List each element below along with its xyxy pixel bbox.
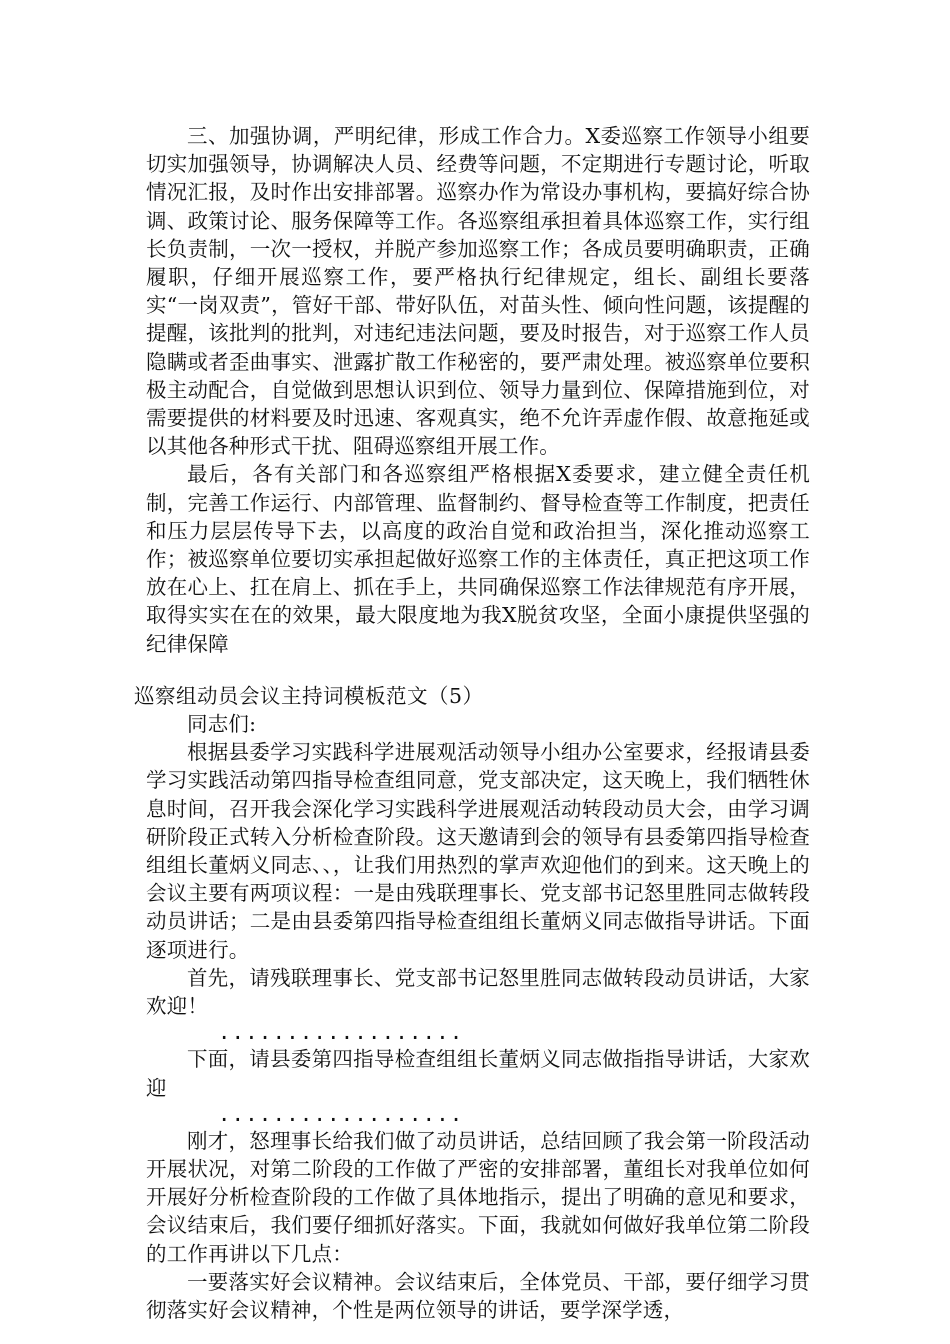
ellipsis-divider: .................. <box>218 1101 464 1126</box>
greeting: 同志们: <box>187 712 257 737</box>
document-page <box>134 122 810 1324</box>
ellipsis-divider: .................. <box>218 1020 464 1045</box>
paragraph-summary: 刚才，怒理事长给我们做了动员讲话，总结回顾了我会第一阶段活动开展状况，对第二阶段的工作做了严密的安排部署，董组长对我单位如何开展好分析检查阶段的工作做了具体地指示，提出了明确的意见和要求，会议结束后，我们要仔细抓好落实。下面，我就如何做好我单位第二阶段的工作再讲以下几点： <box>146 1128 810 1266</box>
paragraph-conclusion: 最后，各有关部门和各巡察组严格根据X委要求，建立健全责任机制，完善工作运行、内部管理、监督制约、督导检查等工作制度，把责任和压力层层传导下去，以高度的政治自觉和政治担当，深化推动巡察工作；被巡察单位要切实承担起做好巡察工作的主体责任，真正把这项工作放在心上、扛在肩上、抓在手上，共同确保巡察工作法律规范有序开展，取得实实在在的效果，最大限度地为我X脱贫攻坚，全面小康提供坚强的纪律保障 <box>146 462 810 656</box>
paragraph-point-one: 一要落实好会议精神。会议结束后，全体党员、干部，要仔细学习贯彻落实好会议精神，个性是两位领导的讲话，要学深学透， <box>146 1269 810 1322</box>
paragraph-first-speaker: 首先，请残联理事长、党支部书记怒里胜同志做转段动员讲话，大家欢迎！ <box>146 965 810 1019</box>
paragraph-opening: 根据县委学习实践科学进展观活动领导小组办公室要求，经报请县委学习实践活动第四指导检查组同意，党支部决定，这天晚上，我们牺牲休息时间，召开我会深化学习实践科学进展观活动转段动员大会，由学习调研阶段正式转入分析检查阶段。这天邀请到会的领导有县委第四指导检查组组长董炳义同志、、，让我们用热烈的掌声欢迎他们的到来。这天晚上的会议主要有两项议程：一是由残联理事长、党支部书记怒里胜同志做转段动员讲话；二是由县委第四指导检查组组长董炳义同志做指导讲话。下面逐项进行。 <box>146 740 810 962</box>
section-title: 巡察组动员会议主持词模板范文（5） <box>134 683 484 708</box>
paragraph-second-speaker: 下面，请县委第四指导检查组组长董炳义同志做指指导讲话，大家欢迎 <box>146 1047 810 1100</box>
paragraph-discipline: 三、加强协调，严明纪律，形成工作合力。X委巡察工作领导小组要切实加强领导，协调解决人员、经费等问题，不定期进行专题讨论，听取情况汇报，及时作出安排部署。巡察办作为常设办事机构，要搞好综合协调、政策讨论、服务保障等工作。各巡察组承担着具体巡察工作，实行组长负责制，一次一授权，并脱产参加巡察工作；各成员要明确职责，正确履职，仔细开展巡察工作，要严格执行纪律规定，组长、副组长要落实“一岗双责”，管好干部、带好队伍，对苗头性、倾向性问题，该提醒的提醒，该批判的批判，对违纪违法问题，要及时报告，对于巡察工作人员隐瞒或者歪曲事实、泄露扩散工作秘密的，要严肃处理。被巡察单位要积极主动配合，自觉做到思想认识到位、领导力量到位、保障措施到位，对需要提供的材料要及时迅速、客观真实，绝不允许弄虚作假、故意拖延或以其他各种形式干扰、阻碍巡察组开展工作。 <box>146 124 810 459</box>
